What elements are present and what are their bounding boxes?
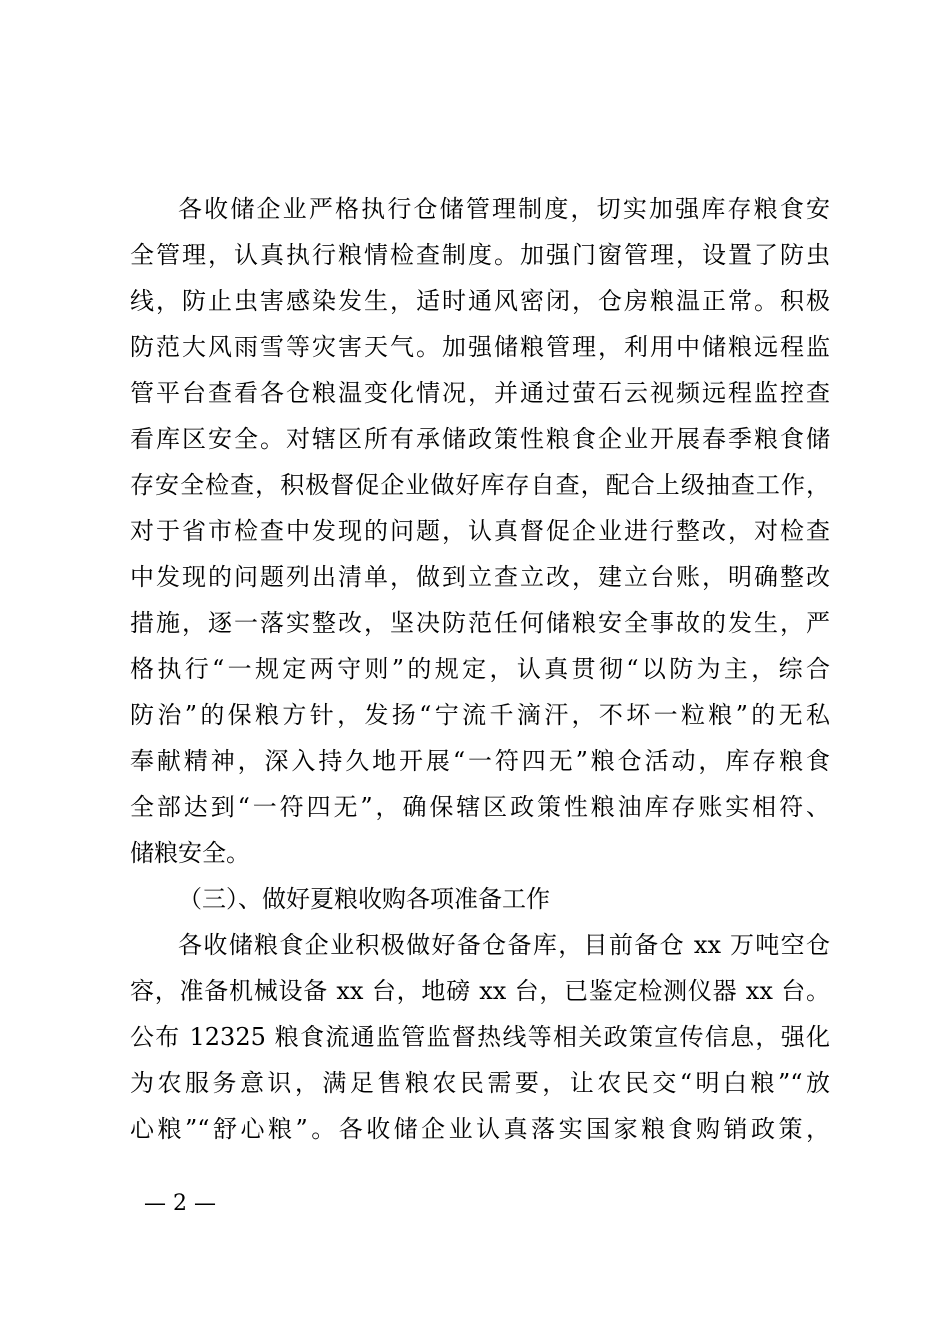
- document-body: [130, 186, 830, 1152]
- text-line: 公布 12325 粮食流通监管监督热线等相关政策宣传信息，强化: [130, 1023, 830, 1051]
- text-line: 防治”的保粮方针，发扬“宁流千滴汗，不坏一粒粮”的无私: [130, 701, 830, 729]
- text-line: 管平台查看各仓粮温变化情况，并通过萤石云视频远程监控查: [130, 379, 830, 407]
- text-line: 各收储企业严格执行仓储管理制度，切实加强库存粮食安: [178, 195, 830, 223]
- text-line: 为农服务意识，满足售粮农民需要，让农民交“明白粮”“放: [130, 1069, 830, 1097]
- section-heading: （三）、做好夏粮收购各项准备工作: [178, 885, 550, 913]
- text-line: 格执行“一规定两守则”的规定，认真贯彻“以防为主，综合: [130, 655, 830, 683]
- paragraph-storage-safety: [130, 186, 830, 876]
- text-line: 中发现的问题列出清单，做到立查立改，建立台账，明确整改: [130, 563, 830, 591]
- text-line: 心粮”“舒心粮”。各收储企业认真落实国家粮食购销政策，: [130, 1115, 830, 1143]
- page-number: — 2 —: [144, 1191, 216, 1216]
- text-line: 容，准备机械设备 xx 台，地磅 xx 台，已鉴定检测仪器 xx 台。: [130, 977, 830, 1005]
- text-line: 线，防止虫害感染发生，适时通风密闭，仓房粮温正常。积极: [130, 287, 830, 315]
- text-line: 奉献精神，深入持久地开展“一符四无”粮仓活动，库存粮食: [130, 747, 830, 775]
- text-line: 全部达到“一符四无”，确保辖区政策性粮油库存账实相符、: [130, 793, 830, 821]
- text-line: 对于省市检查中发现的问题，认真督促企业进行整改，对检查: [130, 517, 830, 545]
- text-line: 措施，逐一落实整改，坚决防范任何储粮安全事故的发生，严: [130, 609, 830, 637]
- text-line: 防范大风雨雪等灾害天气。加强储粮管理，利用中储粮远程监: [130, 333, 830, 361]
- text-line: 全管理，认真执行粮情检查制度。加强门窗管理，设置了防虫: [130, 241, 830, 269]
- text-line: 各收储粮食企业积极做好备仓备库，目前备仓 xx 万吨空仓: [178, 931, 830, 959]
- text-line: 储粮安全。: [130, 839, 250, 867]
- text-line: 看库区安全。对辖区所有承储政策性粮食企业开展春季粮食储: [130, 425, 830, 453]
- text-line: 存安全检查，积极督促企业做好库存自查，配合上级抽查工作，: [130, 471, 830, 499]
- paragraph-summer-purchase: [130, 922, 830, 1152]
